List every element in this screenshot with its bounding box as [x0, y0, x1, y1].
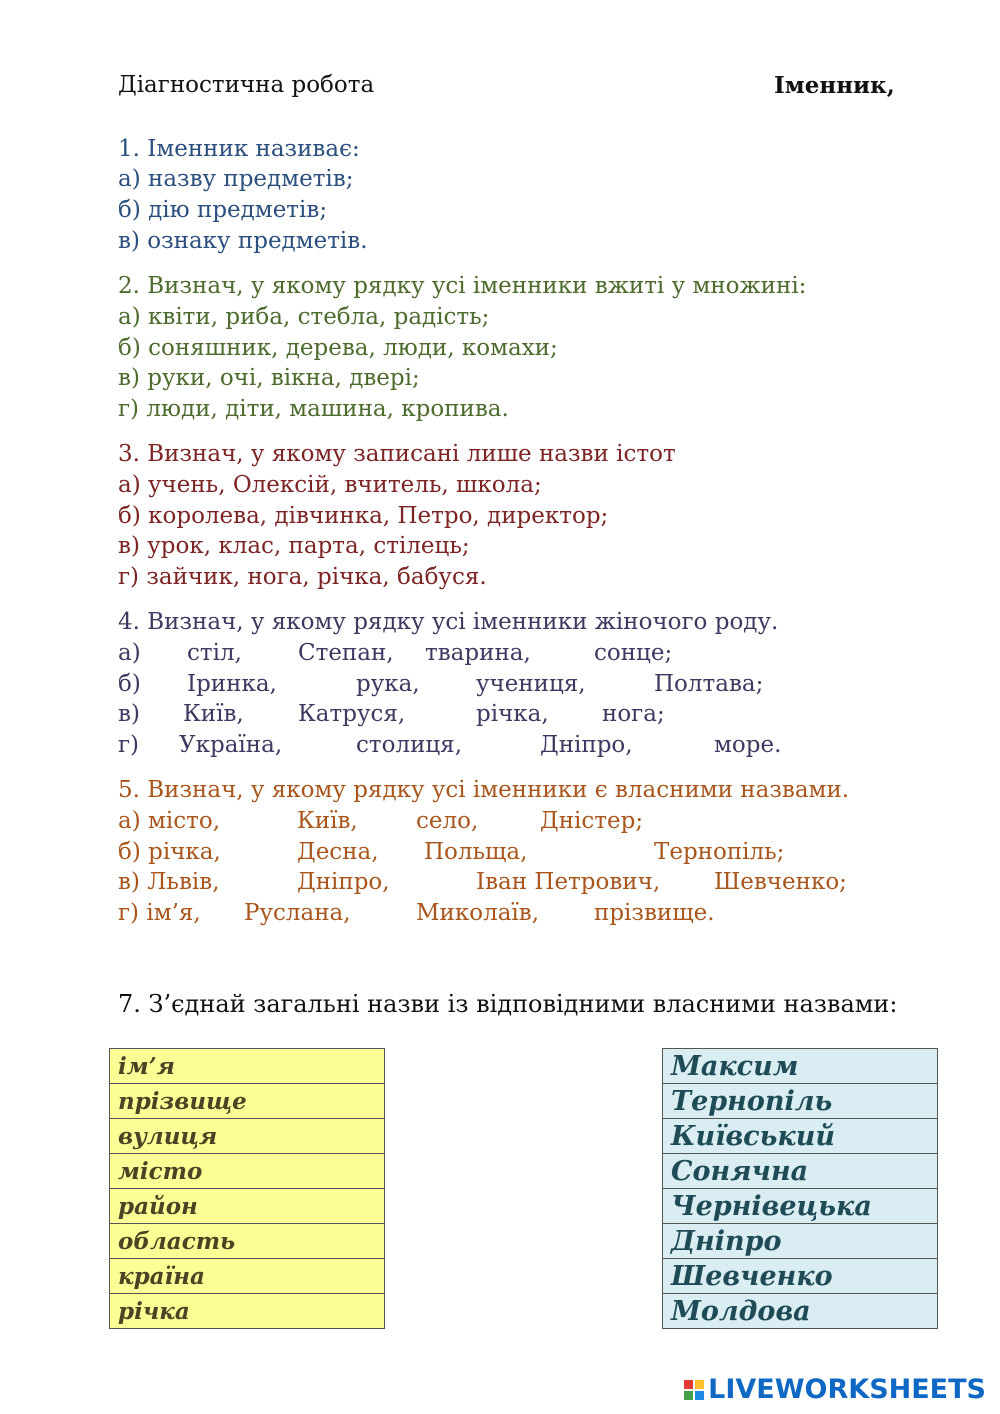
- q5-row-d-word: Руслана,: [244, 900, 351, 926]
- q5-row-a-word: село,: [416, 808, 479, 834]
- q5-row-d-word: Миколаїв,: [416, 900, 540, 926]
- q4-row-c-word: Київ,: [183, 701, 244, 727]
- q5-row-a-word: Київ,: [297, 808, 358, 834]
- q1-question: 1. Іменник називає:: [118, 136, 360, 162]
- common-noun-cell[interactable]: ім’я: [110, 1049, 385, 1084]
- q2-option-d: г) люди, діти, машина, кропива.: [118, 396, 509, 422]
- q4-row-d-word: столиця,: [356, 732, 463, 758]
- q4-row-a-letter: а): [118, 640, 141, 666]
- q5-row-b-word: Польща,: [424, 839, 528, 865]
- q5-row-c-word: Іван Петрович,: [476, 869, 661, 895]
- common-noun-cell[interactable]: країна: [110, 1259, 385, 1294]
- q5-question: 5. Визнач, у якому рядку усі іменники є власними назвами.: [118, 777, 850, 803]
- q3-option-d: г) зайчик, нога, річка, бабуся.: [118, 564, 487, 590]
- proper-noun-cell[interactable]: Київський: [663, 1119, 938, 1154]
- q2-option-a: а) квіти, риба, стебла, радість;: [118, 304, 490, 330]
- common-noun-cell[interactable]: район: [110, 1189, 385, 1224]
- common-nouns-table: [109, 1048, 385, 1329]
- q1-option-c: в) ознаку предметів.: [118, 228, 368, 254]
- q3-option-c: в) урок, клас, парта, стілець;: [118, 533, 470, 559]
- liveworksheets-logo[interactable]: [684, 1374, 986, 1405]
- q7-question: 7. З’єднай загальні назви із відповідними власними назвами:: [118, 990, 898, 1018]
- proper-nouns-table: [662, 1048, 938, 1329]
- proper-noun-cell[interactable]: Шевченко: [663, 1259, 938, 1294]
- q5-row-b-word: Тернопіль;: [654, 839, 785, 865]
- q4-row-d-word: Україна,: [179, 732, 283, 758]
- q4-row-b-word: рука,: [356, 671, 420, 697]
- q2-question: 2. Визнач, у якому рядку усі іменники вжиті у множині:: [118, 273, 807, 299]
- proper-noun-cell[interactable]: Сонячна: [663, 1154, 938, 1189]
- q5-row-a-word: а) місто,: [118, 808, 221, 834]
- q4-row-b-word: учениця,: [476, 671, 586, 697]
- header-topic: Іменник,: [774, 72, 895, 99]
- q5-row-b-word: б) річка,: [118, 839, 221, 865]
- q5-row-c-word: Дніпро,: [297, 869, 390, 895]
- q4-row-d-word: Дніпро,: [540, 732, 633, 758]
- q4-row-c-word: річка,: [476, 701, 549, 727]
- q2-option-c: в) руки, очі, вікна, двері;: [118, 365, 420, 391]
- q3-option-a: а) учень, Олексій, вчитель, школа;: [118, 472, 542, 498]
- q4-row-c-letter: в): [118, 701, 140, 727]
- q4-row-c-word: Катруся,: [298, 701, 406, 727]
- logo-square: [695, 1380, 704, 1389]
- proper-noun-cell[interactable]: Молдова: [663, 1294, 938, 1329]
- q5-row-d-word: г) ім’я,: [118, 900, 201, 926]
- logo-text: LIVEWORKSHEETS: [708, 1374, 986, 1405]
- logo-square: [684, 1380, 693, 1389]
- q2-option-b: б) соняшник, дерева, люди, комахи;: [118, 335, 558, 361]
- q4-row-c-word: нога;: [602, 701, 665, 727]
- common-noun-cell[interactable]: область: [110, 1224, 385, 1259]
- common-noun-cell[interactable]: вулиця: [110, 1119, 385, 1154]
- logo-square: [684, 1391, 693, 1400]
- header-title: Діагностична робота: [118, 72, 375, 98]
- q4-row-d-word: море.: [714, 732, 782, 758]
- logo-squares-icon: [684, 1380, 704, 1400]
- q1-option-b: б) дію предметів;: [118, 197, 328, 223]
- q4-row-a-word: стіл,: [187, 640, 242, 666]
- logo-square: [695, 1391, 704, 1400]
- proper-noun-cell[interactable]: Дніпро: [663, 1224, 938, 1259]
- proper-noun-cell[interactable]: Чернівецька: [663, 1189, 938, 1224]
- q4-row-a-word: сонце;: [594, 640, 673, 666]
- common-noun-cell[interactable]: місто: [110, 1154, 385, 1189]
- q4-question: 4. Визнач, у якому рядку усі іменники жіночого роду.: [118, 609, 779, 635]
- q3-option-b: б) королева, дівчинка, Петро, директор;: [118, 503, 609, 529]
- proper-noun-cell[interactable]: Тернопіль: [663, 1084, 938, 1119]
- q4-row-b-letter: б): [118, 671, 141, 697]
- q5-row-c-word: в) Львів,: [118, 869, 220, 895]
- q4-row-a-word: тварина,: [425, 640, 531, 666]
- q5-row-c-word: Шевченко;: [714, 869, 847, 895]
- common-noun-cell[interactable]: річка: [110, 1294, 385, 1329]
- q5-row-d-word: прізвище.: [594, 900, 715, 926]
- common-noun-cell[interactable]: прізвище: [110, 1084, 385, 1119]
- proper-noun-cell[interactable]: Максим: [663, 1049, 938, 1084]
- q5-row-a-word: Дністер;: [540, 808, 644, 834]
- q3-question: 3. Визнач, у якому записані лише назви істот: [118, 441, 676, 467]
- q4-row-b-word: Іринка,: [187, 671, 277, 697]
- q4-row-a-word: Степан,: [298, 640, 394, 666]
- q4-row-d-letter: г): [118, 732, 140, 758]
- q5-row-b-word: Десна,: [297, 839, 379, 865]
- q4-row-b-word: Полтава;: [654, 671, 764, 697]
- q1-option-a: а) назву предметів;: [118, 166, 354, 192]
